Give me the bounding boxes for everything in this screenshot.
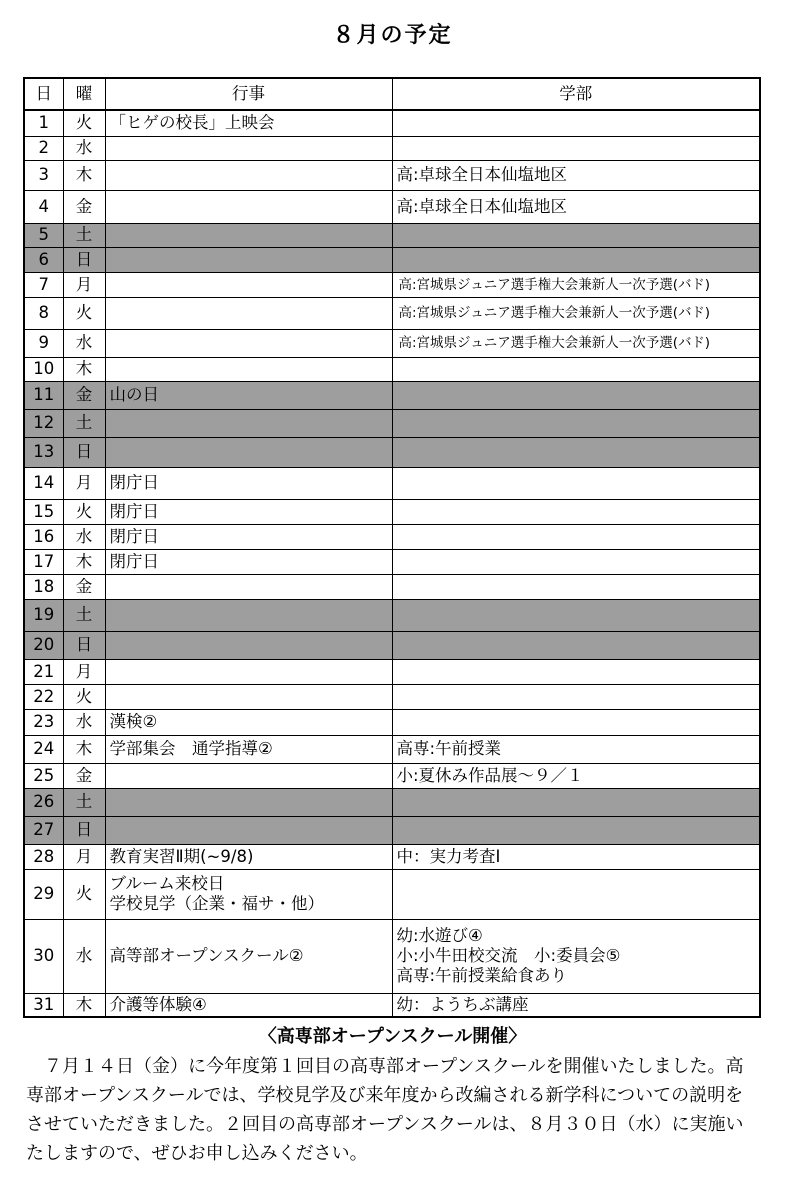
- cell-weekday: 土: [63, 409, 105, 437]
- cell-event: [105, 659, 392, 684]
- cell-dept: [392, 599, 760, 631]
- cell-day: 2: [24, 136, 63, 160]
- cell-day: 30: [24, 919, 63, 993]
- dept-line: 高:宮城県ジュニア選手権大会兼新人一次予選(バド): [398, 305, 711, 321]
- table-row: [24, 631, 760, 659]
- cell-weekday: 木: [63, 160, 105, 190]
- cell-dept: [392, 709, 760, 735]
- table-row: [24, 357, 760, 381]
- cell-event: [105, 549, 392, 574]
- cell-event: [105, 788, 392, 816]
- cell-event: [105, 599, 392, 631]
- cell-event: [105, 499, 392, 524]
- table-row: [24, 763, 760, 788]
- table-row: [24, 709, 760, 735]
- table-row: [24, 160, 760, 190]
- cell-event: [105, 574, 392, 599]
- cell-dept: [392, 381, 760, 409]
- table-row: [24, 549, 760, 574]
- cell-event: [105, 684, 392, 709]
- cell-event: [105, 409, 392, 437]
- cell-day: 20: [24, 631, 63, 659]
- table-row: [24, 272, 760, 297]
- cell-event: [105, 357, 392, 381]
- table-row: [24, 735, 760, 763]
- cell-weekday: 金: [63, 190, 105, 223]
- cell-day: 6: [24, 247, 63, 272]
- table-row: [24, 599, 760, 631]
- cell-day: 31: [24, 993, 63, 1017]
- cell-event: [105, 272, 392, 297]
- cell-event: [105, 190, 392, 223]
- cell-event: [105, 631, 392, 659]
- cell-weekday: 水: [63, 329, 105, 357]
- table-row: [24, 437, 760, 467]
- cell-dept: [392, 919, 760, 993]
- cell-event: [105, 381, 392, 409]
- event-line: 閉庁日: [109, 501, 159, 521]
- cell-dept: [392, 684, 760, 709]
- cell-event: [105, 919, 392, 993]
- table-row: [24, 223, 760, 247]
- table-row: [24, 247, 760, 272]
- cell-dept: [392, 763, 760, 788]
- cell-dept: [392, 272, 760, 297]
- cell-dept: [392, 223, 760, 247]
- event-line: 漢検②: [109, 712, 158, 731]
- cell-dept: [392, 357, 760, 381]
- cell-weekday: 月: [63, 844, 105, 869]
- cell-event: [105, 524, 392, 549]
- cell-weekday: 火: [63, 869, 105, 919]
- cell-weekday: 水: [63, 919, 105, 993]
- cell-weekday: 土: [63, 223, 105, 247]
- cell-weekday: 金: [63, 574, 105, 599]
- cell-event: [105, 709, 392, 735]
- event-line: 学部集会 通学指導②: [109, 739, 273, 758]
- cell-weekday: 火: [63, 110, 105, 136]
- cell-weekday: 日: [63, 631, 105, 659]
- table-row: [24, 136, 760, 160]
- cell-event: [105, 136, 392, 160]
- dept-line: 高専:午前授業: [396, 739, 502, 758]
- table-row: [24, 816, 760, 844]
- cell-weekday: 日: [63, 247, 105, 272]
- dept-line: 高:卓球全日本仙塩地区: [396, 165, 568, 184]
- table-row: [24, 524, 760, 549]
- cell-event: [105, 816, 392, 844]
- event-line: 高等部オープンスクール②: [109, 946, 304, 965]
- cell-weekday: 水: [63, 136, 105, 160]
- cell-day: 25: [24, 763, 63, 788]
- table-row: [24, 110, 760, 136]
- cell-day: 28: [24, 844, 63, 869]
- cell-day: 9: [24, 329, 63, 357]
- cell-dept: [392, 190, 760, 223]
- cell-weekday: 火: [63, 297, 105, 329]
- dept-line: 幼：ようちぶ講座: [396, 994, 529, 1014]
- cell-dept: [392, 549, 760, 574]
- event-line: 閉庁日: [109, 473, 159, 492]
- event-line: 介護等体験④: [109, 994, 207, 1014]
- cell-weekday: 木: [63, 993, 105, 1017]
- cell-dept: [392, 993, 760, 1017]
- dept-line: 中：実力考査Ⅰ: [396, 846, 501, 866]
- cell-day: 4: [24, 190, 63, 223]
- event-line: 閉庁日: [109, 551, 159, 571]
- schedule-body: [24, 110, 760, 1017]
- cell-dept: [392, 437, 760, 467]
- cell-day: 8: [24, 297, 63, 329]
- cell-dept: [392, 574, 760, 599]
- cell-weekday: 日: [63, 437, 105, 467]
- cell-dept: [392, 329, 760, 357]
- cell-weekday: 木: [63, 735, 105, 763]
- event-line: 学校見学（企業・福サ・他）: [109, 894, 324, 913]
- dept-line: 高:宮城県ジュニア選手権大会兼新人一次予選(バド): [398, 335, 711, 351]
- cell-day: 12: [24, 409, 63, 437]
- page-title: ８月の予定: [332, 23, 453, 48]
- event-line: 閉庁日: [109, 526, 159, 546]
- dept-line: 高:卓球全日本仙塩地区: [396, 196, 568, 216]
- cell-day: 3: [24, 160, 63, 190]
- cell-weekday: 金: [63, 381, 105, 409]
- notice-body: ７月１４日（金）に今年度第１回目の高専部オープンスクールを開催いたしました。高専部オープンスクールでは、学校見学及び来年度から改編される新学科についての説明をさせていただきました。２回目の高専部オープンスクールは、８月３０日（水）に実施いたしますので、ぜひお申し込みください。: [26, 1056, 744, 1164]
- table-row: [24, 993, 760, 1017]
- header-event: 行事: [105, 78, 392, 110]
- cell-dept: [392, 869, 760, 919]
- cell-dept: [392, 409, 760, 437]
- cell-weekday: 木: [63, 357, 105, 381]
- cell-dept: [392, 659, 760, 684]
- table-row: [24, 844, 760, 869]
- table-row: [24, 409, 760, 437]
- cell-day: 5: [24, 223, 63, 247]
- cell-event: [105, 329, 392, 357]
- table-row: [24, 659, 760, 684]
- table-row: [24, 499, 760, 524]
- cell-event: [105, 297, 392, 329]
- cell-day: 17: [24, 549, 63, 574]
- cell-day: 27: [24, 816, 63, 844]
- cell-dept: [392, 467, 760, 499]
- cell-event: [105, 437, 392, 467]
- cell-dept: [392, 788, 760, 816]
- cell-event: [105, 467, 392, 499]
- dept-line: 高:宮城県ジュニア選手権大会兼新人一次予選(バド): [398, 276, 711, 293]
- cell-weekday: 月: [63, 467, 105, 499]
- dept-line: 高専:午前授業給食あり: [396, 966, 568, 985]
- schedule-table: [23, 77, 761, 1018]
- header-day: 日: [24, 78, 63, 110]
- cell-dept: [392, 499, 760, 524]
- table-row: [24, 381, 760, 409]
- cell-day: 1: [24, 110, 63, 136]
- cell-weekday: 水: [63, 524, 105, 549]
- cell-event: [105, 247, 392, 272]
- cell-weekday: 月: [63, 272, 105, 297]
- cell-weekday: 火: [63, 499, 105, 524]
- table-row: [24, 190, 760, 223]
- event-line: 「ヒゲの校長」上映会: [109, 113, 275, 133]
- dept-line: 小:小牛田校交流 小:委員会⑤: [396, 946, 621, 965]
- table-row: [24, 788, 760, 816]
- dept-line: 幼:水遊び④: [396, 926, 483, 945]
- cell-day: 21: [24, 659, 63, 684]
- cell-day: 16: [24, 524, 63, 549]
- table-row: [24, 329, 760, 357]
- cell-event: [105, 844, 392, 869]
- cell-event: [105, 993, 392, 1017]
- cell-day: 14: [24, 467, 63, 499]
- table-row: [24, 467, 760, 499]
- cell-day: 19: [24, 599, 63, 631]
- cell-dept: [392, 297, 760, 329]
- cell-dept: [392, 631, 760, 659]
- cell-day: 26: [24, 788, 63, 816]
- cell-weekday: 金: [63, 763, 105, 788]
- event-line: ブルーム来校日: [109, 874, 225, 893]
- cell-day: 22: [24, 684, 63, 709]
- table-row: [24, 297, 760, 329]
- cell-dept: [392, 110, 760, 136]
- cell-day: 24: [24, 735, 63, 763]
- cell-dept: [392, 816, 760, 844]
- cell-day: 23: [24, 709, 63, 735]
- cell-weekday: 土: [63, 788, 105, 816]
- table-row: [24, 869, 760, 919]
- table-row: [24, 574, 760, 599]
- header-weekday: 曜: [63, 78, 105, 110]
- cell-weekday: 火: [63, 684, 105, 709]
- cell-event: [105, 160, 392, 190]
- cell-day: 10: [24, 357, 63, 381]
- cell-day: 13: [24, 437, 63, 467]
- cell-weekday: 日: [63, 816, 105, 844]
- cell-event: [105, 110, 392, 136]
- table-row: [24, 684, 760, 709]
- cell-weekday: 水: [63, 709, 105, 735]
- notice-title: 〈高専部オープンスクール開催〉: [258, 1026, 527, 1047]
- cell-day: 15: [24, 499, 63, 524]
- cell-event: [105, 869, 392, 919]
- event-line: 教育実習Ⅱ期(~9/8): [109, 846, 254, 866]
- cell-dept: [392, 735, 760, 763]
- cell-weekday: 土: [63, 599, 105, 631]
- dept-line: 小:夏休み作品展～９／１: [396, 765, 584, 785]
- cell-dept: [392, 844, 760, 869]
- cell-day: 11: [24, 381, 63, 409]
- cell-day: 29: [24, 869, 63, 919]
- table-header-row: [24, 78, 760, 110]
- cell-weekday: 月: [63, 659, 105, 684]
- cell-dept: [392, 136, 760, 160]
- cell-dept: [392, 160, 760, 190]
- cell-dept: [392, 247, 760, 272]
- event-line: 山の日: [109, 385, 159, 404]
- header-dept: 学部: [392, 78, 760, 110]
- cell-dept: [392, 524, 760, 549]
- cell-event: [105, 223, 392, 247]
- cell-weekday: 木: [63, 549, 105, 574]
- cell-event: [105, 735, 392, 763]
- cell-day: 7: [24, 272, 63, 297]
- cell-event: [105, 763, 392, 788]
- cell-day: 18: [24, 574, 63, 599]
- table-row: [24, 919, 760, 993]
